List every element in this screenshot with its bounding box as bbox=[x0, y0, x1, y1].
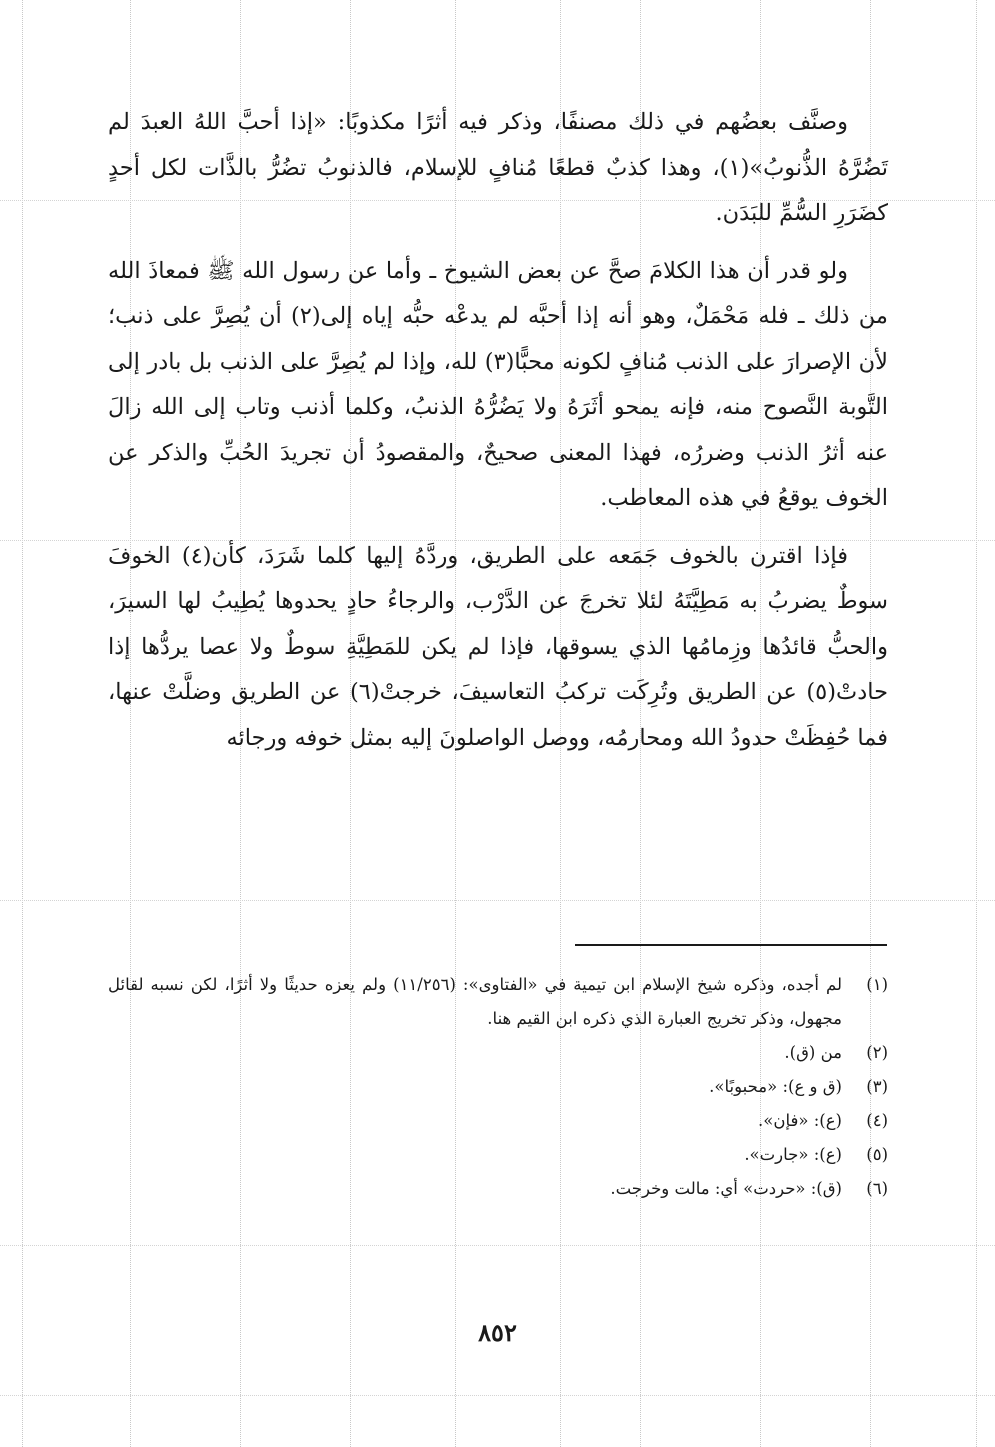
footnote-number: (٢) bbox=[866, 1043, 888, 1062]
paragraph-text: وصنَّف بعضُهم في ذلك مصنفًا، وذكر فيه أثرًا مكذوبًا: «إذا أحبَّ اللهُ العبدَ لم تَضُرَّهُ الذُّنوبُ»(١)، وهذا كذبٌ قطعًا مُنافٍ للإسلام، فالذنوبُ تضُرُّ بالذَّات لكل أحدٍ كضَرَرِ السُّمِّ للبَدَن. bbox=[108, 109, 888, 226]
body-paragraph bbox=[108, 249, 888, 522]
footnote-text: (ق و ع): «محبوبًا». bbox=[709, 1077, 842, 1096]
page-number: ٨٥٢ bbox=[478, 1318, 517, 1347]
body-paragraph bbox=[108, 100, 888, 237]
footnote bbox=[108, 1172, 888, 1206]
footnote bbox=[108, 968, 888, 1036]
page-body bbox=[108, 100, 888, 773]
scan-grid-line bbox=[0, 900, 995, 901]
footnote-text: (ع): «فإن». bbox=[758, 1111, 842, 1130]
footnote-text: (ق): «حردت» أي: مالت وخرجت. bbox=[610, 1179, 842, 1198]
footnotes bbox=[108, 968, 888, 1206]
scan-grid-line bbox=[0, 1395, 995, 1396]
footnote bbox=[108, 1104, 888, 1138]
paragraph-text: فإذا اقترن بالخوف جَمَعه على الطريق، وردَّهُ إليها كلما شَرَدَ، كأن(٤) الخوفَ سوطٌ يضربُ به مَطِيَّتَهُ لئلا تخرجَ عن الدَّرْب، والرجاءُ حادٍ يحدوها يُطِيبُ لها السيرَ، والحبُّ قائدُها وزِمامُها الذي يسوقها، فإذا لم يكن للمَطِيَّةِ سوطٌ ولا عصا يردُّها إذا حادتْ(٥) عن الطريق وتُرِكَت تركبُ التعاسيفَ، خرجتْ(٦) عن الطريق وضلَّتْ عنها، فما حُفِظَتْ حدودُ الله ومحارمُه، ووصل الواصلونَ إليه بمثل خوفه ورجائه bbox=[108, 542, 888, 751]
footnote-number: (٤) bbox=[866, 1111, 888, 1130]
footnote bbox=[108, 1036, 888, 1070]
footnote-text: من (ق). bbox=[784, 1043, 842, 1062]
footnote-number: (١) bbox=[866, 975, 888, 994]
body-paragraph bbox=[108, 534, 888, 762]
footnote-number: (٥) bbox=[866, 1145, 888, 1164]
paragraph-text: ولو قدر أن هذا الكلامَ صحَّ عن بعض الشيوخ ـ وأما عن رسول الله ﷺ فمعاذَ الله من ذلك ـ فله مَحْمَلٌ، وهو أنه إذا أحبَّه لم يدعْه حبُّه إياه إلى(٢) أن يُصِرَّ على ذنب؛ لأن الإصرارَ على الذنب مُنافٍ لكونه محبًّا(٣) لله، وإذا لم يُصِرَّ على الذنب بل بادر إلى التَّوبة النَّصوح منه، فإنه يمحو أثَرَهُ ولا يَضُرُّهُ الذنبُ، وكلما أذنب وتاب إلى الله زالَ عنه أثرُ الذنب وضررُه، فهذا المعنى صحيحٌ، والمقصودُ أن تجريدَ الحُبِّ والذكر عن الخوف يوقعُ في هذه المعاطب. bbox=[108, 257, 889, 511]
footnote-number: (٦) bbox=[866, 1179, 888, 1198]
footnote-text: لم أجده، وذكره شيخ الإسلام ابن تيمية في «الفتاوى»: (١١/٢٥٦) ولم يعزه حديثًا ولا أثرًا، لكن نسبه لقائل مجهول، وذكر تخريج العبارة الذي ذكره ابن القيم هنا. bbox=[108, 975, 843, 1028]
scan-grid-line bbox=[0, 1245, 995, 1246]
footnote bbox=[108, 1070, 888, 1104]
footnote-number: (٣) bbox=[866, 1077, 888, 1096]
footnote-separator bbox=[575, 944, 887, 946]
footnote bbox=[108, 1138, 888, 1172]
scan-grid-line bbox=[976, 0, 977, 1447]
footnote-text: (ع): «جارت». bbox=[744, 1145, 842, 1164]
scan-grid-line bbox=[22, 0, 23, 1447]
